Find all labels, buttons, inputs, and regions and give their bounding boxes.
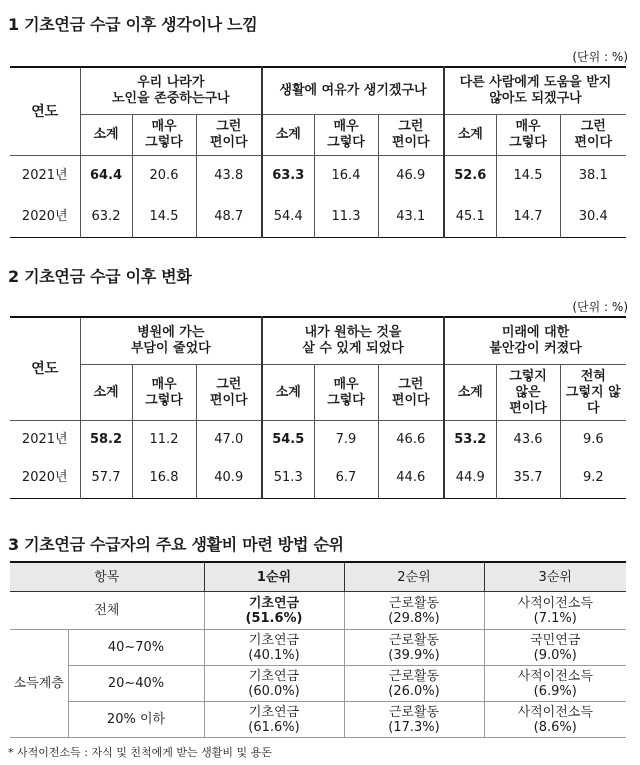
value-cell: 14.5 xyxy=(496,156,560,197)
row-label: 40~70% xyxy=(68,630,204,666)
value-cell: 63.2 xyxy=(80,197,132,238)
value-cell: 9.6 xyxy=(560,421,626,459)
sub-header: 매우 그렇다 xyxy=(314,115,378,156)
rank-cell: 사적이전소득 (8.6%) xyxy=(484,702,626,738)
value-cell: 14.5 xyxy=(132,197,196,238)
group-header: 다른 사람에게 도움을 받지 않아도 되겠구나 xyxy=(444,67,626,115)
value-cell: 6.7 xyxy=(314,459,378,499)
sub-header: 소계 xyxy=(80,365,132,421)
table-row xyxy=(10,592,626,630)
table-row xyxy=(10,156,626,197)
table-row xyxy=(10,630,626,666)
sub-header: 소계 xyxy=(262,365,314,421)
value-cell: 43.6 xyxy=(496,421,560,459)
table-row xyxy=(10,421,626,459)
value-cell: 11.2 xyxy=(132,421,196,459)
rank-cell: 기초연금 (60.0%) xyxy=(204,666,344,702)
year-cell: 2020년 xyxy=(21,208,68,224)
value-cell: 58.2 xyxy=(80,421,132,459)
value-cell: 51.3 xyxy=(262,459,314,499)
sub-header: 소계 xyxy=(262,115,314,156)
group-header: 생활에 여유가 생기겠구나 xyxy=(262,67,444,115)
section3-table xyxy=(10,561,626,738)
group-header: 미래에 대한 불안감이 커졌다 xyxy=(444,317,626,365)
rank-cell: 근로활동 (26.0%) xyxy=(344,666,484,702)
value-cell: 20.6 xyxy=(132,156,196,197)
rank-cell: 사적이전소득 (6.9%) xyxy=(484,666,626,702)
value-cell: 14.7 xyxy=(496,197,560,238)
year-cell: 2021년 xyxy=(21,431,68,447)
sub-header: 그런 편이다 xyxy=(378,115,444,156)
value-cell: 52.6 xyxy=(444,156,496,197)
header-rank3: 3순위 xyxy=(484,562,626,592)
year-cell: 2021년 xyxy=(21,168,68,184)
section2-unit: (단위 : %) xyxy=(572,300,628,314)
rank-cell: 기초연금 (51.6%) xyxy=(204,592,344,630)
section3-title: 3 기초연금 수급자의 주요 생활비 마련 방법 순위 xyxy=(8,535,344,554)
value-cell: 48.7 xyxy=(196,197,262,238)
value-cell: 16.8 xyxy=(132,459,196,499)
sub-header: 그런 편이다 xyxy=(196,365,262,421)
value-cell: 47.0 xyxy=(196,421,262,459)
value-cell: 11.3 xyxy=(314,197,378,238)
rank-cell: 국민연금 (9.0%) xyxy=(484,630,626,666)
year-header: 연도 xyxy=(10,317,80,421)
value-cell: 44.6 xyxy=(378,459,444,499)
sub-header: 그런 편이다 xyxy=(560,115,626,156)
section1-table xyxy=(10,66,626,238)
value-cell: 44.9 xyxy=(444,459,496,499)
rank-cell: 사적이전소득 (7.1%) xyxy=(484,592,626,630)
year-cell: 2020년 xyxy=(21,470,68,486)
income-group-label: 소득계층 xyxy=(10,630,68,738)
rank-cell: 근로활동 (17.3%) xyxy=(344,702,484,738)
sub-header: 소계 xyxy=(444,115,496,156)
value-cell: 46.6 xyxy=(378,421,444,459)
table-row xyxy=(10,197,626,238)
row-label: 20% 이하 xyxy=(68,702,204,738)
value-cell: 43.1 xyxy=(378,197,444,238)
value-cell: 43.8 xyxy=(196,156,262,197)
value-cell: 9.2 xyxy=(560,459,626,499)
header-rank2: 2순위 xyxy=(344,562,484,592)
value-cell: 38.1 xyxy=(560,156,626,197)
section1-title: 1 기초연금 수급 이후 생각이나 느낌 xyxy=(8,15,258,34)
value-cell: 7.9 xyxy=(314,421,378,459)
value-cell: 54.5 xyxy=(262,421,314,459)
header-item: 항목 xyxy=(10,562,204,592)
section1-unit: (단위 : %) xyxy=(572,50,628,64)
value-cell: 40.9 xyxy=(196,459,262,499)
sub-header: 그런 편이다 xyxy=(196,115,262,156)
section2-table xyxy=(10,316,626,499)
sub-header: 매우 그렇다 xyxy=(496,115,560,156)
rank-cell: 근로활동 (29.8%) xyxy=(344,592,484,630)
group-header: 내가 원하는 것을 살 수 있게 되었다 xyxy=(262,317,444,365)
sub-header: 그런 편이다 xyxy=(378,365,444,421)
value-cell: 30.4 xyxy=(560,197,626,238)
footnote: * 사적이전소득 : 자식 및 친척에게 받는 생활비 및 용돈 xyxy=(8,746,272,759)
value-cell: 35.7 xyxy=(496,459,560,499)
value-cell: 54.4 xyxy=(262,197,314,238)
header-rank1: 1순위 xyxy=(204,562,344,592)
sub-header: 매우 그렇다 xyxy=(314,365,378,421)
sub-header: 전혀 그렇지 않 다 xyxy=(560,365,626,421)
sub-header: 소계 xyxy=(444,365,496,421)
group-header: 우리 나라가 노인을 존중하는구나 xyxy=(80,67,262,115)
value-cell: 64.4 xyxy=(80,156,132,197)
sub-header: 매우 그렇다 xyxy=(132,115,196,156)
rank-cell: 기초연금 (61.6%) xyxy=(204,702,344,738)
value-cell: 16.4 xyxy=(314,156,378,197)
row-label: 전체 xyxy=(10,592,204,630)
section2-title: 2 기초연금 수급 이후 변화 xyxy=(8,267,192,286)
row-label: 20~40% xyxy=(68,666,204,702)
value-cell: 63.3 xyxy=(262,156,314,197)
value-cell: 57.7 xyxy=(80,459,132,499)
rank-cell: 기초연금 (40.1%) xyxy=(204,630,344,666)
table-row xyxy=(10,666,626,702)
value-cell: 53.2 xyxy=(444,421,496,459)
table-row xyxy=(10,459,626,499)
sub-header: 소계 xyxy=(80,115,132,156)
rank-cell: 근로활동 (39.9%) xyxy=(344,630,484,666)
group-header: 병원에 가는 부담이 줄었다 xyxy=(80,317,262,365)
sub-header: 매우 그렇다 xyxy=(132,365,196,421)
sub-header: 그렇지 않은 편이다 xyxy=(496,365,560,421)
value-cell: 46.9 xyxy=(378,156,444,197)
table-row xyxy=(10,702,626,738)
year-header: 연도 xyxy=(10,67,80,156)
value-cell: 45.1 xyxy=(444,197,496,238)
